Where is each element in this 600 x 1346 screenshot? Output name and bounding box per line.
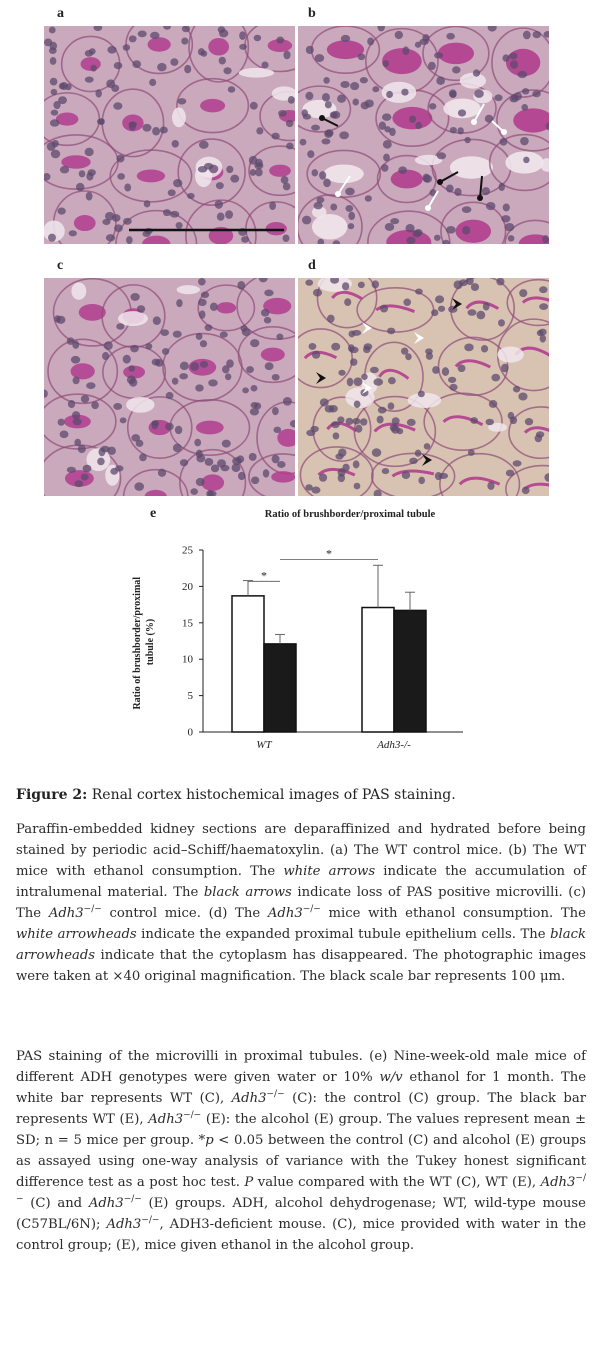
- y-axis-label-line1: Ratio of brushborder/proximal: [132, 576, 143, 710]
- caption-segment: Paraffin-embedded kidney sections are deparaffinized and hydrated before being stained by periodic acid–Schiff/haematoxylin. (a) The WT control mice. (b) The WT mice with ethanol consumption. The: [16, 822, 586, 879]
- caption-segment: indicate the accumulation of intralumenal material. The: [16, 864, 587, 900]
- caption-segment: −/−: [183, 1110, 202, 1121]
- caption-segment: white arrows: [283, 864, 376, 879]
- caption-segment: white arrowheads: [16, 927, 137, 942]
- x-category-label: WT: [256, 739, 272, 751]
- caption-segment: −/−: [83, 904, 102, 915]
- bar: [362, 608, 394, 732]
- caption-segment: (C): the control (C) group. The black bar represents WT (E),: [16, 1091, 586, 1127]
- caption-segment: Adh3: [231, 1091, 267, 1106]
- micrograph-d-image: [298, 278, 549, 496]
- caption-segment: Adh3: [88, 1196, 124, 1211]
- caption-segment: −/−: [123, 1194, 142, 1205]
- caption-segment: P: [244, 1175, 254, 1190]
- caption-segment: Adh3: [540, 1175, 576, 1190]
- micrograph-a: [44, 26, 295, 244]
- caption-segment: black arrows: [203, 885, 292, 900]
- micrograph-c: [44, 278, 295, 496]
- bar-chart-svg: [118, 500, 498, 765]
- caption-segment: indicate that the cytoplasm has disappeared. The photographic images were taken at ×40 original magnification. The black scale bar represents 100 μm.: [16, 948, 586, 984]
- caption-paragraph-2: [16, 1046, 586, 1256]
- caption-segment: control mice. (d) The: [101, 906, 268, 921]
- caption-segment: (C) and: [23, 1196, 89, 1211]
- panel-label-a: a: [57, 6, 64, 21]
- y-axis-label: [132, 574, 156, 709]
- caption-segment: w/v: [379, 1070, 403, 1085]
- y-tick-label: 10: [182, 653, 193, 666]
- x-category-label: Adh3-/-: [377, 739, 411, 751]
- caption-segment: Adh3: [48, 906, 84, 921]
- caption-segment: −/−: [266, 1089, 285, 1100]
- caption-segment: black arrowheads: [16, 927, 586, 963]
- bar-chart: [118, 500, 498, 765]
- caption-segment: Adh3: [267, 906, 303, 921]
- micrograph-d: [298, 278, 549, 496]
- y-tick-label: 5: [187, 690, 193, 703]
- panel-label-c: c: [57, 258, 64, 273]
- micrograph-b-image: [298, 26, 549, 244]
- caption-segment: , ADH3-deficient mouse. (C), mice provided with water in the control group; (E), mice given ethanol in the alcohol group.: [16, 1217, 587, 1253]
- caption-segment: < 0.05 between the control (C) and alcohol (E) groups as assayed using one-way analysis of variance with the Tukey honest significant difference test as a post hoc test.: [16, 1133, 586, 1190]
- significance-star: *: [261, 568, 267, 583]
- caption-segment: −/−: [141, 1215, 160, 1226]
- caption-paragraph-1: [16, 819, 586, 987]
- y-tick-label: 0: [187, 726, 193, 739]
- caption-segment: indicate loss of PAS positive microvilli. (c) The: [16, 885, 586, 921]
- y-tick-label: 25: [182, 544, 193, 557]
- caption-segment: p: [205, 1133, 214, 1148]
- figure-label: Figure 2:: [16, 787, 88, 803]
- caption-segment: −/−: [16, 1173, 586, 1205]
- panel-label-e: e: [150, 506, 157, 521]
- caption-segment: (E) groups. ADH, alcohol dehydrogenase; WT, wild-type mouse (C57BL/6N);: [16, 1196, 586, 1232]
- caption-segment: PAS staining of the microvilli in proximal tubules. (e) Nine-week-old male mice of different ADH genotypes were given water or 10%: [16, 1049, 586, 1085]
- significance-star: *: [326, 546, 332, 561]
- micrograph-a-image: [44, 26, 295, 244]
- bar: [232, 596, 264, 732]
- chart-title: Ratio of brushborder/proximal tubule: [264, 509, 436, 520]
- caption-segment: Adh3: [148, 1112, 184, 1127]
- caption-segment: value compared with the WT (C), WT (E),: [253, 1175, 541, 1190]
- caption-segment: −/−: [302, 904, 321, 915]
- figure-caption-title: [16, 785, 586, 805]
- caption-segment: (E): the alcohol (E) group. The values represent mean ± SD; n = 5 mice per group. *: [16, 1112, 586, 1148]
- figure-title: Renal cortex histochemical images of PAS staining.: [87, 787, 456, 803]
- caption-segment: mice with ethanol consumption. The: [320, 906, 586, 921]
- micrograph-c-image: [44, 278, 295, 496]
- panel-label-d: d: [308, 258, 316, 273]
- bar: [394, 610, 426, 732]
- y-axis-label-line2: tubule (%): [145, 618, 156, 666]
- caption-segment: indicate the expanded proximal tubule epithelium cells. The: [136, 927, 551, 942]
- micrograph-b: [298, 26, 549, 244]
- y-tick-label: 15: [182, 617, 193, 630]
- caption-segment: ethanol for 1 month. The white bar represents WT (C),: [16, 1070, 586, 1106]
- panel-label-b: b: [308, 6, 316, 21]
- caption-segment: Adh3: [106, 1217, 142, 1232]
- y-tick-label: 20: [182, 580, 193, 593]
- bar: [264, 644, 296, 732]
